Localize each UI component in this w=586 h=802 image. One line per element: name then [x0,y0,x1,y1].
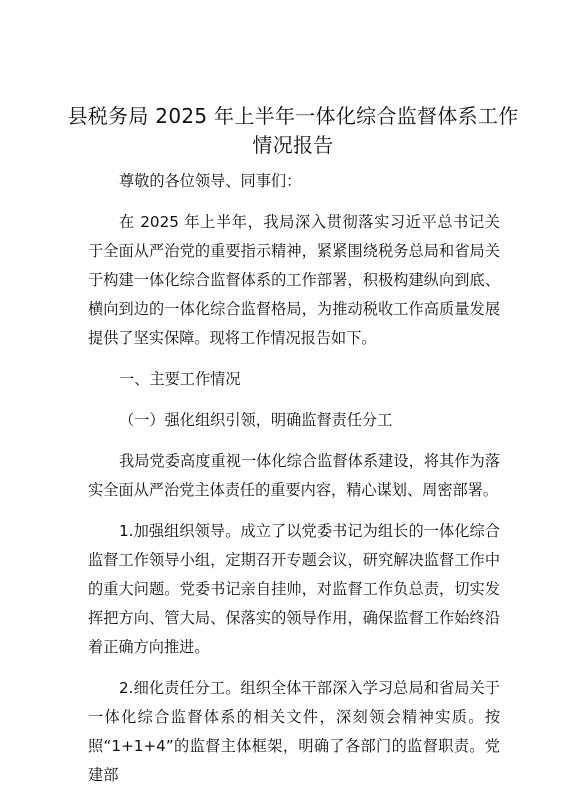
intro-paragraph: 在 2025 年上半年，我局深入贯彻落实习近平总书记关于全面从严治党的重要指示精神，紧紧围绕税务总局和省局关于构建一体化综合监督体系的工作部署，积极构建纵向到底、横向到边的一体化综合监督格局，为推动税收工作高质量发展提供了坚实保障。现将工作情况报告如下。 [88,213,500,347]
subsection-intro-paragraph: 我局党委高度重视一体化综合监督体系建设，将其作为落实全面从严治党主体责任的重要内容，精心谋划、周密部署。 [88,452,500,499]
greeting: 尊敬的各位领导、同事们： [119,172,302,190]
report-title: 县税务局 2025 年上半年一体化综合监督体系工作情况报告 [67,104,519,157]
report-body [88,167,500,802]
item-paragraph-2: 2.细化责任分工。组织全体干部深入学习总局和省局关于一体化综合监督体系的相关文件，深刻领会精神实质。按照“1+1+4”的监督主体框架，明确了各部门的监督职责。党建部 [88,679,500,784]
section-heading: 一、主要工作情况 [119,370,241,388]
item-paragraph-1: 1.加强组织领导。成立了以党委书记为组长的一体化综合监督工作领导小组，定期召开专题会议，研究解决监督工作中的重大问题。党委书记亲自挂帅，对监督工作负总责，切实发挥把方向、管大局、保落实的领导作用，确保监督工作始终沿着正确方向推进。 [88,522,500,656]
subsection-heading: （一）强化组织引领，明确监督责任分工 [119,411,393,429]
